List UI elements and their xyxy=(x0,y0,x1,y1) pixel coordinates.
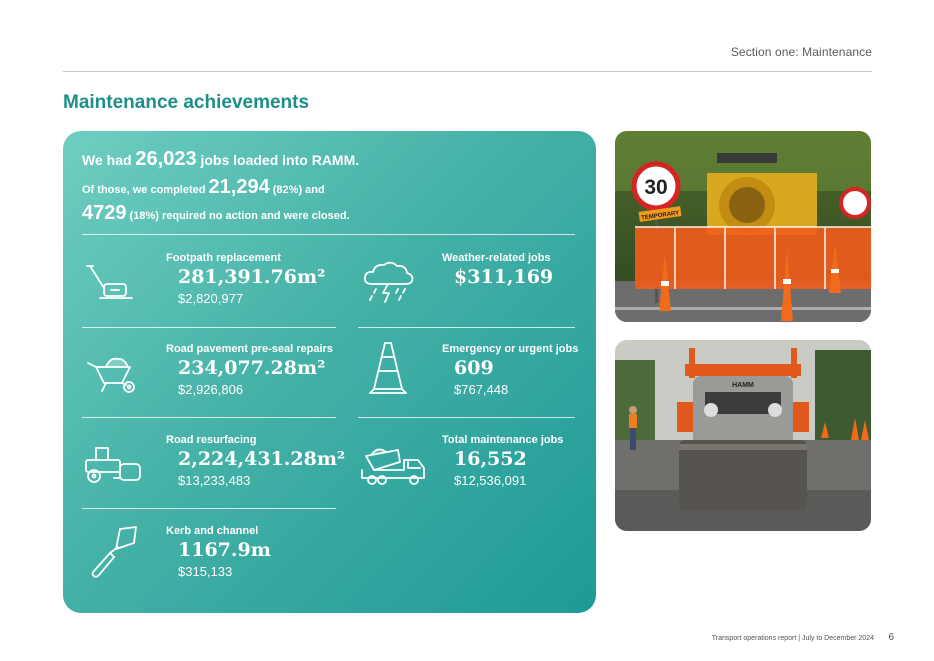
stat-label: Total maintenance jobs xyxy=(442,434,564,446)
stat-value: 2,224,431.28m² xyxy=(178,448,346,470)
divider xyxy=(358,417,575,418)
stat-value: 1167.9m xyxy=(178,539,271,561)
stat-footpath-replacement xyxy=(82,252,326,322)
footer-report-title: Transport operations report | July to December 2024 xyxy=(711,635,874,642)
stat-road-pavement-pre-seal-repairs xyxy=(82,343,333,413)
stat-label: Footpath replacement xyxy=(166,252,281,264)
roller-brand-text: HAMM xyxy=(732,382,754,389)
stat-value: 234,077.28m² xyxy=(178,357,326,379)
stat-label: Kerb and channel xyxy=(166,525,259,537)
stat-emergency-urgent-jobs xyxy=(358,343,588,413)
stat-value: 281,391.76m² xyxy=(178,266,326,288)
stat-cost: $767,448 xyxy=(454,382,509,397)
dump-truck-icon xyxy=(358,440,428,486)
roadworks-photo xyxy=(615,131,871,322)
stat-label: Weather-related jobs xyxy=(442,252,551,264)
closed-count: 4729 xyxy=(82,202,127,224)
wheelbarrow-icon xyxy=(82,349,142,395)
achievements-panel xyxy=(63,131,596,613)
stat-label: Road resurfacing xyxy=(166,434,257,446)
road-worker xyxy=(629,406,637,450)
trowel-icon xyxy=(82,523,142,579)
intro-text: required no action and were closed. xyxy=(158,210,350,222)
section-label: Section one: Maintenance xyxy=(730,45,872,59)
stat-weather-related-jobs xyxy=(358,252,588,322)
road-roller-scene xyxy=(615,340,871,531)
stat-total-maintenance-jobs xyxy=(358,434,588,504)
divider xyxy=(82,327,336,328)
stat-value: 609 xyxy=(454,357,494,379)
divider xyxy=(82,234,575,235)
intro-text: Of those, we completed xyxy=(82,184,209,196)
intro-line-jobs-loaded xyxy=(82,148,582,171)
divider xyxy=(82,417,336,418)
header-rule xyxy=(63,71,872,72)
stat-cost: $13,233,483 xyxy=(178,473,251,488)
jobs-loaded-count: 26,023 xyxy=(135,148,197,170)
road-roller-photo xyxy=(615,340,871,531)
closed-percent: (18%) xyxy=(126,210,159,222)
stat-kerb-and-channel xyxy=(82,525,312,595)
roller-machine xyxy=(677,348,809,510)
stat-value: $311,169 xyxy=(454,266,554,288)
stat-cost: $2,820,977 xyxy=(178,291,244,306)
page-title: Maintenance achievements xyxy=(63,92,310,113)
divider xyxy=(82,508,336,509)
page-number: 6 xyxy=(888,632,894,643)
storm-cloud-icon xyxy=(358,258,418,304)
intro-line-completed xyxy=(82,175,582,202)
stat-cost: $2,926,806 xyxy=(178,382,244,397)
stat-value: 16,552 xyxy=(454,448,527,470)
completed-count: 21,294 xyxy=(208,176,270,198)
temporary-sign-text: TEMPORARY xyxy=(640,210,680,222)
completed-percent: (82%) xyxy=(269,184,303,196)
stat-cost: $315,133 xyxy=(178,564,233,579)
traffic-cone-icon xyxy=(358,341,418,397)
intro-text: We had xyxy=(82,152,136,168)
plate-compactor-icon xyxy=(82,258,142,304)
stat-cost: $12,536,091 xyxy=(454,473,527,488)
roadworks-scene xyxy=(615,131,871,322)
no-entry-sign xyxy=(841,189,869,217)
stat-label: Road pavement pre-seal repairs xyxy=(166,343,333,355)
divider xyxy=(358,327,575,328)
intro-text: jobs loaded into RAMM. xyxy=(196,152,360,168)
intro-text: and xyxy=(302,184,325,196)
stat-road-resurfacing xyxy=(82,434,346,504)
speed-limit-text: 30 xyxy=(644,176,668,199)
intro-summary xyxy=(82,148,582,227)
stat-label: Emergency or urgent jobs xyxy=(442,343,579,355)
road-roller-icon xyxy=(82,440,142,486)
intro-line-closed xyxy=(82,202,582,227)
